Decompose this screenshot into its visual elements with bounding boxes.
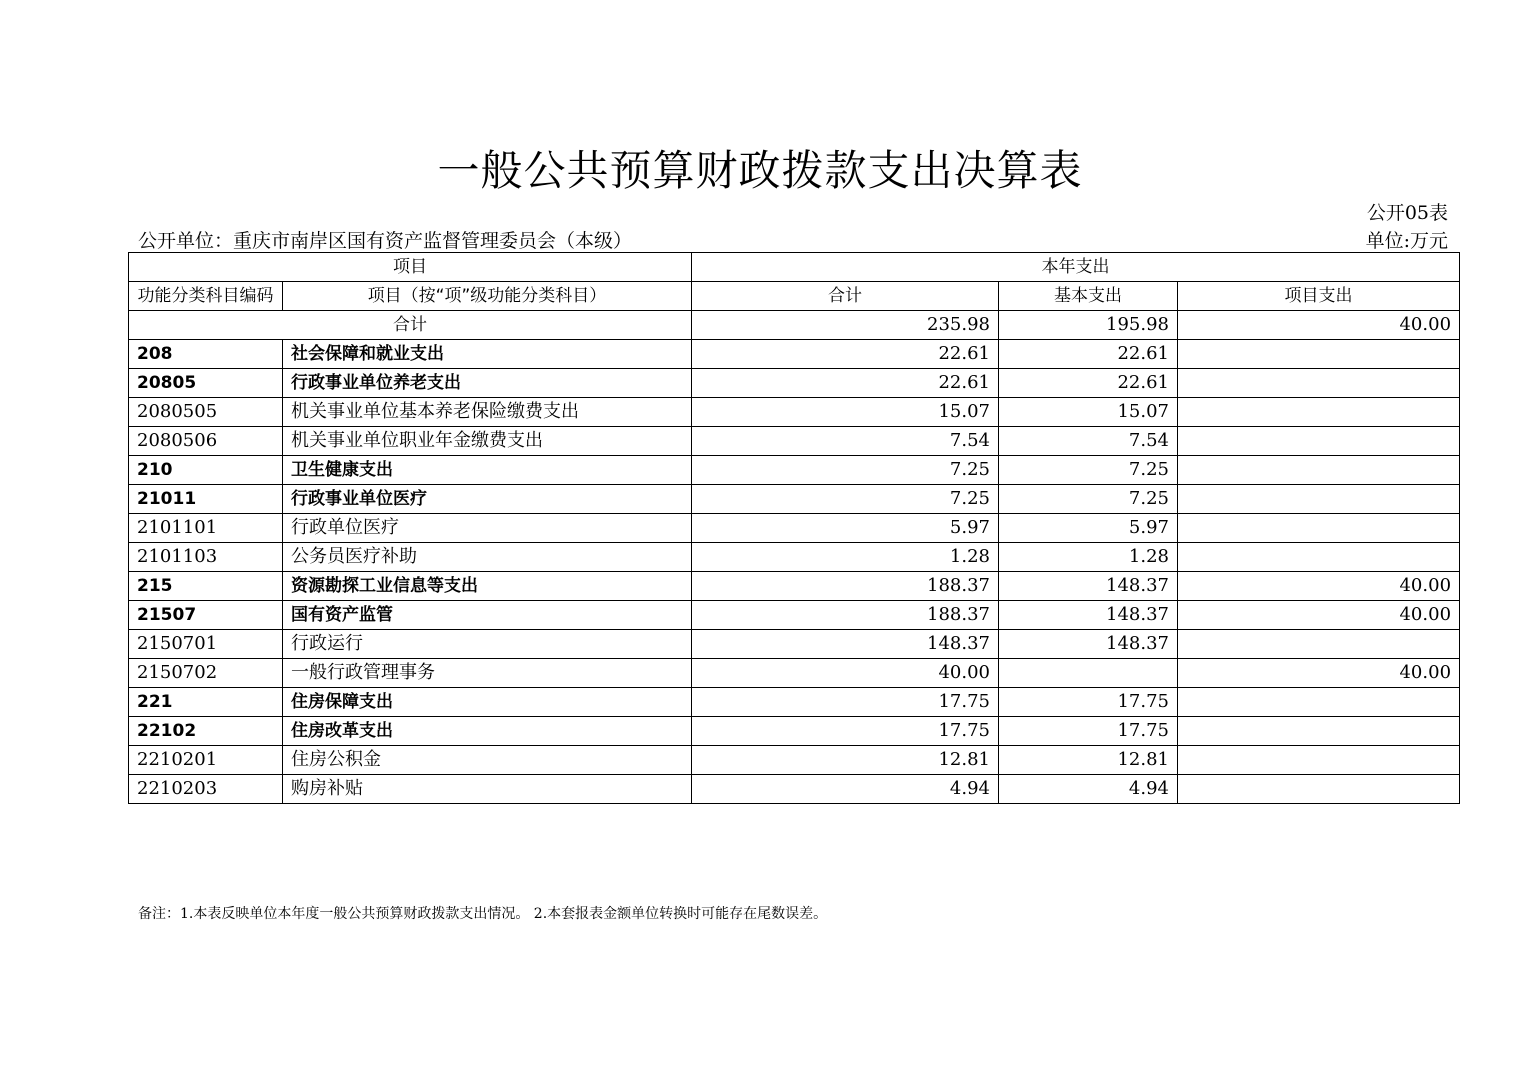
row-code: 21507 — [129, 601, 283, 630]
row-project — [1178, 485, 1460, 514]
table-row — [129, 427, 1460, 456]
expenditure-table — [128, 252, 1460, 804]
row-project — [1178, 775, 1460, 804]
total-label: 合计 — [129, 311, 692, 340]
header-project: 项目 — [129, 253, 692, 282]
row-total: 188.37 — [692, 601, 999, 630]
row-basic: 7.54 — [999, 427, 1178, 456]
row-basic: 148.37 — [999, 572, 1178, 601]
row-name: 机关事业单位职业年金缴费支出 — [283, 427, 692, 456]
row-total: 17.75 — [692, 717, 999, 746]
table-row — [129, 398, 1460, 427]
row-code: 2080506 — [129, 427, 283, 456]
row-name: 社会保障和就业支出 — [283, 340, 692, 369]
row-basic: 148.37 — [999, 630, 1178, 659]
row-project — [1178, 630, 1460, 659]
row-total: 7.25 — [692, 485, 999, 514]
row-total: 7.54 — [692, 427, 999, 456]
row-name: 卫生健康支出 — [283, 456, 692, 485]
header-basic: 基本支出 — [999, 282, 1178, 311]
header-current-year: 本年支出 — [692, 253, 1460, 282]
row-name: 机关事业单位基本养老保险缴费支出 — [283, 398, 692, 427]
row-name: 行政事业单位养老支出 — [283, 369, 692, 398]
row-project — [1178, 398, 1460, 427]
row-code: 2210201 — [129, 746, 283, 775]
row-basic: 1.28 — [999, 543, 1178, 572]
row-total: 17.75 — [692, 688, 999, 717]
row-project: 40.00 — [1178, 601, 1460, 630]
row-total: 15.07 — [692, 398, 999, 427]
row-project — [1178, 456, 1460, 485]
total-row — [129, 311, 1460, 340]
row-name: 住房改革支出 — [283, 717, 692, 746]
row-basic: 5.97 — [999, 514, 1178, 543]
total-project: 40.00 — [1178, 311, 1460, 340]
table-row — [129, 369, 1460, 398]
table-row — [129, 717, 1460, 746]
row-code: 2101103 — [129, 543, 283, 572]
header-name: 项目（按“项”级功能分类科目） — [283, 282, 692, 311]
row-project: 40.00 — [1178, 659, 1460, 688]
row-total: 1.28 — [692, 543, 999, 572]
footnote: 备注：1.本表反映单位本年度一般公共预算财政拨款支出情况。 2.本套报表金额单位转换时可能存在尾数误差。 — [138, 906, 828, 922]
row-name: 一般行政管理事务 — [283, 659, 692, 688]
row-code: 21011 — [129, 485, 283, 514]
row-total: 40.00 — [692, 659, 999, 688]
table-row — [129, 340, 1460, 369]
table-row — [129, 514, 1460, 543]
table-row — [129, 485, 1460, 514]
currency-unit: 单位:万元 — [1365, 230, 1448, 252]
row-basic: 17.75 — [999, 717, 1178, 746]
row-project — [1178, 717, 1460, 746]
row-code: 2150701 — [129, 630, 283, 659]
row-code: 2101101 — [129, 514, 283, 543]
table-row — [129, 543, 1460, 572]
row-total: 22.61 — [692, 340, 999, 369]
row-project — [1178, 427, 1460, 456]
row-project — [1178, 543, 1460, 572]
row-total: 7.25 — [692, 456, 999, 485]
table-row — [129, 456, 1460, 485]
row-code: 2150702 — [129, 659, 283, 688]
row-project — [1178, 514, 1460, 543]
header-total: 合计 — [692, 282, 999, 311]
row-code: 208 — [129, 340, 283, 369]
table-row — [129, 630, 1460, 659]
row-project — [1178, 688, 1460, 717]
table-row — [129, 688, 1460, 717]
row-code: 22102 — [129, 717, 283, 746]
row-basic: 4.94 — [999, 775, 1178, 804]
row-basic: 15.07 — [999, 398, 1178, 427]
row-name: 住房公积金 — [283, 746, 692, 775]
row-code: 221 — [129, 688, 283, 717]
reporting-unit: 公开单位：重庆市南岸区国有资产监督管理委员会（本级） — [138, 230, 633, 252]
row-total: 22.61 — [692, 369, 999, 398]
row-basic: 7.25 — [999, 456, 1178, 485]
row-basic: 7.25 — [999, 485, 1178, 514]
row-total: 5.97 — [692, 514, 999, 543]
row-basic: 148.37 — [999, 601, 1178, 630]
row-basic: 22.61 — [999, 369, 1178, 398]
row-basic: 12.81 — [999, 746, 1178, 775]
row-name: 资源勘探工业信息等支出 — [283, 572, 692, 601]
table-row — [129, 601, 1460, 630]
row-project: 40.00 — [1178, 572, 1460, 601]
row-code: 2210203 — [129, 775, 283, 804]
row-name: 行政事业单位医疗 — [283, 485, 692, 514]
row-name: 住房保障支出 — [283, 688, 692, 717]
total-total: 235.98 — [692, 311, 999, 340]
page-title: 一般公共预算财政拨款支出决算表 — [437, 146, 1083, 195]
table-row — [129, 746, 1460, 775]
row-code: 2080505 — [129, 398, 283, 427]
row-basic: 17.75 — [999, 688, 1178, 717]
header-project-expenditure: 项目支出 — [1178, 282, 1460, 311]
row-total: 4.94 — [692, 775, 999, 804]
table-row — [129, 775, 1460, 804]
row-project — [1178, 746, 1460, 775]
header-code: 功能分类科目编码 — [129, 282, 283, 311]
table-row — [129, 572, 1460, 601]
row-project — [1178, 340, 1460, 369]
table-row — [129, 659, 1460, 688]
row-code: 215 — [129, 572, 283, 601]
row-name: 行政单位医疗 — [283, 514, 692, 543]
row-total: 12.81 — [692, 746, 999, 775]
row-project — [1178, 369, 1460, 398]
row-name: 国有资产监管 — [283, 601, 692, 630]
total-basic: 195.98 — [999, 311, 1178, 340]
form-number: 公开05表 — [1366, 202, 1448, 224]
row-name: 购房补贴 — [283, 775, 692, 804]
row-basic — [999, 659, 1178, 688]
row-code: 20805 — [129, 369, 283, 398]
row-name: 行政运行 — [283, 630, 692, 659]
row-total: 148.37 — [692, 630, 999, 659]
row-total: 188.37 — [692, 572, 999, 601]
row-name: 公务员医疗补助 — [283, 543, 692, 572]
row-basic: 22.61 — [999, 340, 1178, 369]
row-code: 210 — [129, 456, 283, 485]
